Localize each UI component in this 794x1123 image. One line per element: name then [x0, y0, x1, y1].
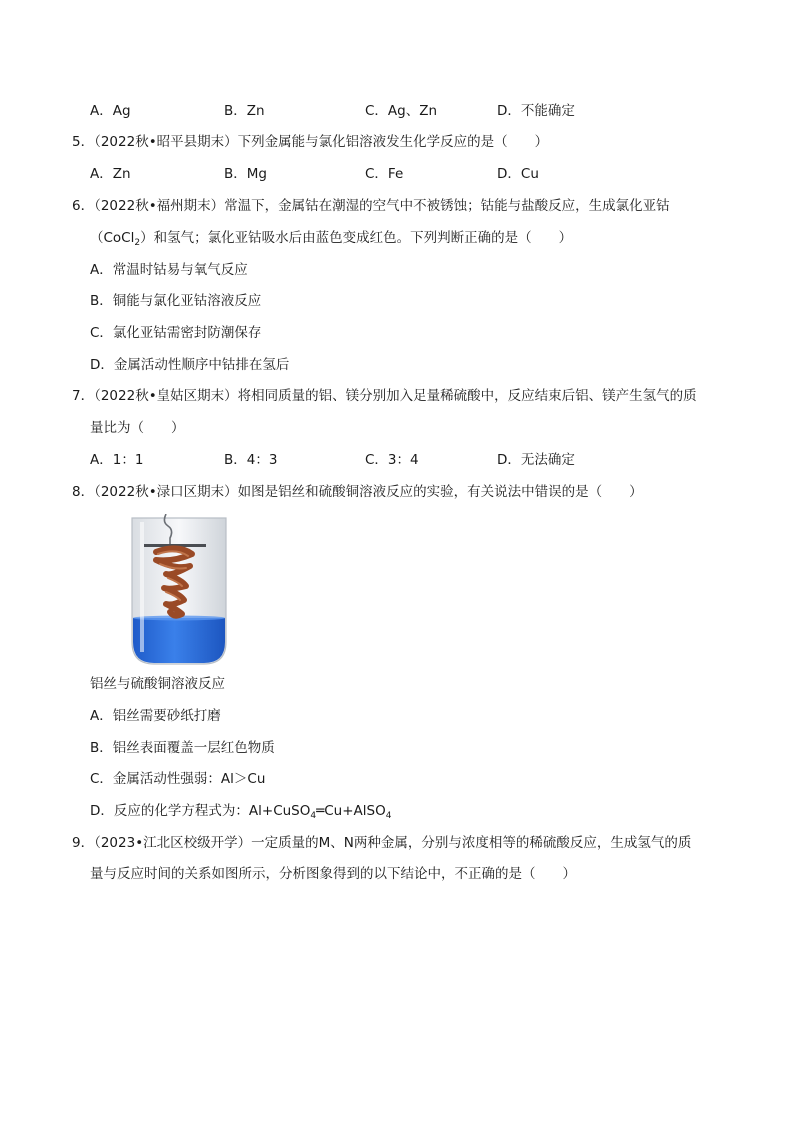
q6-stem-line2-rest: ）和氢气；氯化亚钴吸水后由蓝色变成红色。下列判断正确的是（ ） [140, 230, 573, 246]
q6-option-a[interactable]: A．常温时钴易与氧气反应 [90, 262, 248, 278]
q6-option-b[interactable]: B．铜能与氯化亚钴溶液反应 [90, 293, 262, 309]
q5-stem: 5．（2022秋•昭平县期末）下列金属能与氯化铝溶液发生化学反应的是（ ） [72, 134, 549, 150]
q6-formula-sub: 2 [134, 238, 141, 248]
q4-option-c[interactable]: C．Ag、Zn [365, 103, 438, 119]
q8-stem: 8．（2022秋•渌口区期末）如图是铝丝和硫酸铜溶液反应的实验，有关说法中错误的是（ ） [72, 484, 643, 500]
q4-option-d[interactable]: D．不能确定 [497, 103, 575, 119]
q8-option-d-sub1: 4 [310, 811, 317, 821]
q7-option-b[interactable]: B．4：3 [224, 452, 278, 468]
q8-option-d-mid: ═Cu+AlSO [316, 803, 386, 819]
q6-formula-pre: （CoCl [90, 230, 135, 246]
q7-stem-line1: 7．（2022秋•皇姑区期末）将相同质量的铝、镁分别加入足量稀硫酸中，反应结束后铝、镁产生氢气的质 [72, 388, 697, 404]
q7-option-a[interactable]: A．1：1 [90, 452, 144, 468]
q8-option-d[interactable] [90, 801, 391, 821]
q6-option-d[interactable]: D．金属活动性顺序中钴排在氢后 [90, 357, 290, 373]
q7-option-c[interactable]: C．3：4 [365, 452, 419, 468]
q6-stem-line1: 6．（2022秋•福州期末）常温下，金属钴在潮湿的空气中不被锈蚀；钴能与盐酸反应，生成氯化亚钴 [72, 198, 670, 214]
q5-option-b[interactable]: B．Mg [224, 166, 267, 182]
q6-stem-line2 [90, 228, 572, 248]
q8-figure-caption: 铝丝与硫酸铜溶液反应 [90, 676, 225, 692]
q5-option-a[interactable]: A．Zn [90, 166, 131, 182]
q8-option-c[interactable]: C．金属活动性强弱：Al＞Cu [90, 771, 266, 787]
q8-option-a[interactable]: A．铝丝需要砂纸打磨 [90, 708, 221, 724]
q4-option-a[interactable]: A．Ag [90, 103, 131, 119]
test-tube-image [126, 514, 232, 666]
q9-stem-line1: 9．（2023•江北区校级开学）一定质量的M、N两种金属，分别与浓度相等的稀硫酸反应，生成氢气的质 [72, 835, 692, 851]
q9-stem-line2: 量与反应时间的关系如图所示，分析图象得到的以下结论中，不正确的是（ ） [90, 866, 576, 882]
q8-option-d-pre: D．反应的化学方程式为：Al+CuSO [90, 803, 311, 819]
q5-option-d[interactable]: D．Cu [497, 166, 539, 182]
q7-option-d[interactable]: D．无法确定 [497, 452, 575, 468]
q8-option-d-sub2: 4 [385, 811, 392, 821]
test-tube-figure [126, 514, 232, 666]
q5-option-c[interactable]: C．Fe [365, 166, 404, 182]
q6-option-c[interactable]: C．氯化亚钴需密封防潮保存 [90, 325, 262, 341]
q8-option-b[interactable]: B．铝丝表面覆盖一层红色物质 [90, 740, 275, 756]
q7-stem-line2: 量比为（ ） [90, 420, 185, 436]
q4-option-b[interactable]: B．Zn [224, 103, 265, 119]
